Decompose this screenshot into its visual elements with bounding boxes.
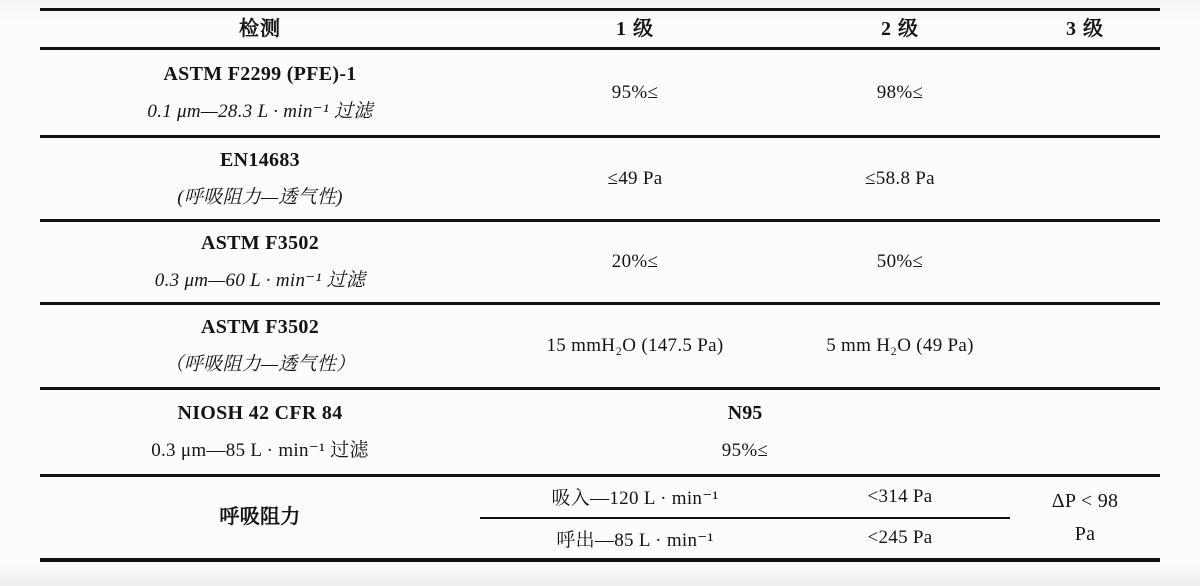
row-label: 呼吸阻力 xyxy=(219,506,301,528)
test-condition: 0.3 μm—60 L · min⁻¹ 过滤 xyxy=(154,270,366,292)
sub-rows xyxy=(480,477,1010,558)
level1-value: 15 mmH₂O (147.5 Pa) xyxy=(546,335,724,357)
test-cell xyxy=(40,390,480,474)
level3-value xyxy=(1010,222,1160,302)
delta-p-line2: Pa xyxy=(1074,522,1096,545)
standard-name: ASTM F2299 (PFE)-1 xyxy=(163,62,357,85)
span-value-cell xyxy=(480,390,1010,474)
sub-condition: 吸入—120 L · min⁻¹ xyxy=(551,488,719,510)
table-row xyxy=(40,477,1160,562)
level2-value: 98%≤ xyxy=(876,81,924,103)
standard-name: ASTM F3502 xyxy=(201,232,319,255)
standard-name: EN14683 xyxy=(220,148,300,171)
test-cell xyxy=(40,138,480,219)
level2-value: 5 mm H₂O (49 Pa) xyxy=(826,335,974,357)
standard-name: ASTM F3502 xyxy=(201,316,319,339)
header-level1: 1 级 xyxy=(616,17,654,40)
test-condition: （呼吸阻力—透气性） xyxy=(164,354,356,376)
test-condition: 0.1 μm—28.3 L · min⁻¹ 过滤 xyxy=(147,100,373,122)
sub-row-exhale xyxy=(480,519,1010,559)
table-row xyxy=(40,390,1160,477)
test-cell xyxy=(40,50,480,135)
level2-value: ≤58.8 Pa xyxy=(865,167,935,189)
table-row xyxy=(40,305,1160,390)
delta-p-line1: ΔP < 98 xyxy=(1051,489,1119,512)
test-condition: (呼吸阻力—透气性) xyxy=(177,186,343,208)
sub-value: <314 Pa xyxy=(867,485,933,507)
level3-value xyxy=(1010,390,1160,474)
sub-value: <245 Pa xyxy=(867,527,933,549)
table-row xyxy=(40,50,1160,138)
level1-value: ≤49 Pa xyxy=(607,167,663,189)
level1-value: 20%≤ xyxy=(611,251,659,273)
level3-value xyxy=(1010,138,1160,219)
header-test: 检测 xyxy=(239,17,281,40)
n95-value: N95 xyxy=(727,402,763,425)
standards-table xyxy=(40,8,1160,562)
level3-value xyxy=(1010,50,1160,135)
test-cell xyxy=(40,222,480,302)
delta-p-cell xyxy=(1010,477,1160,558)
level1-value: 95%≤ xyxy=(611,81,659,103)
level3-value xyxy=(1010,305,1160,387)
sub-row-inhale xyxy=(480,477,1010,519)
level2-value: 50%≤ xyxy=(876,251,924,273)
test-condition: 0.3 μm—85 L · min⁻¹ 过滤 xyxy=(151,440,369,462)
header-level3: 3 级 xyxy=(1066,17,1104,40)
filtration-value: 95%≤ xyxy=(721,440,769,462)
table-header-row xyxy=(40,11,1160,50)
table-row xyxy=(40,138,1160,222)
header-level2: 2 级 xyxy=(881,17,919,40)
table-row xyxy=(40,222,1160,305)
sub-condition: 呼出—85 L · min⁻¹ xyxy=(556,529,714,551)
standard-name: NIOSH 42 CFR 84 xyxy=(177,402,343,425)
test-cell xyxy=(40,305,480,387)
